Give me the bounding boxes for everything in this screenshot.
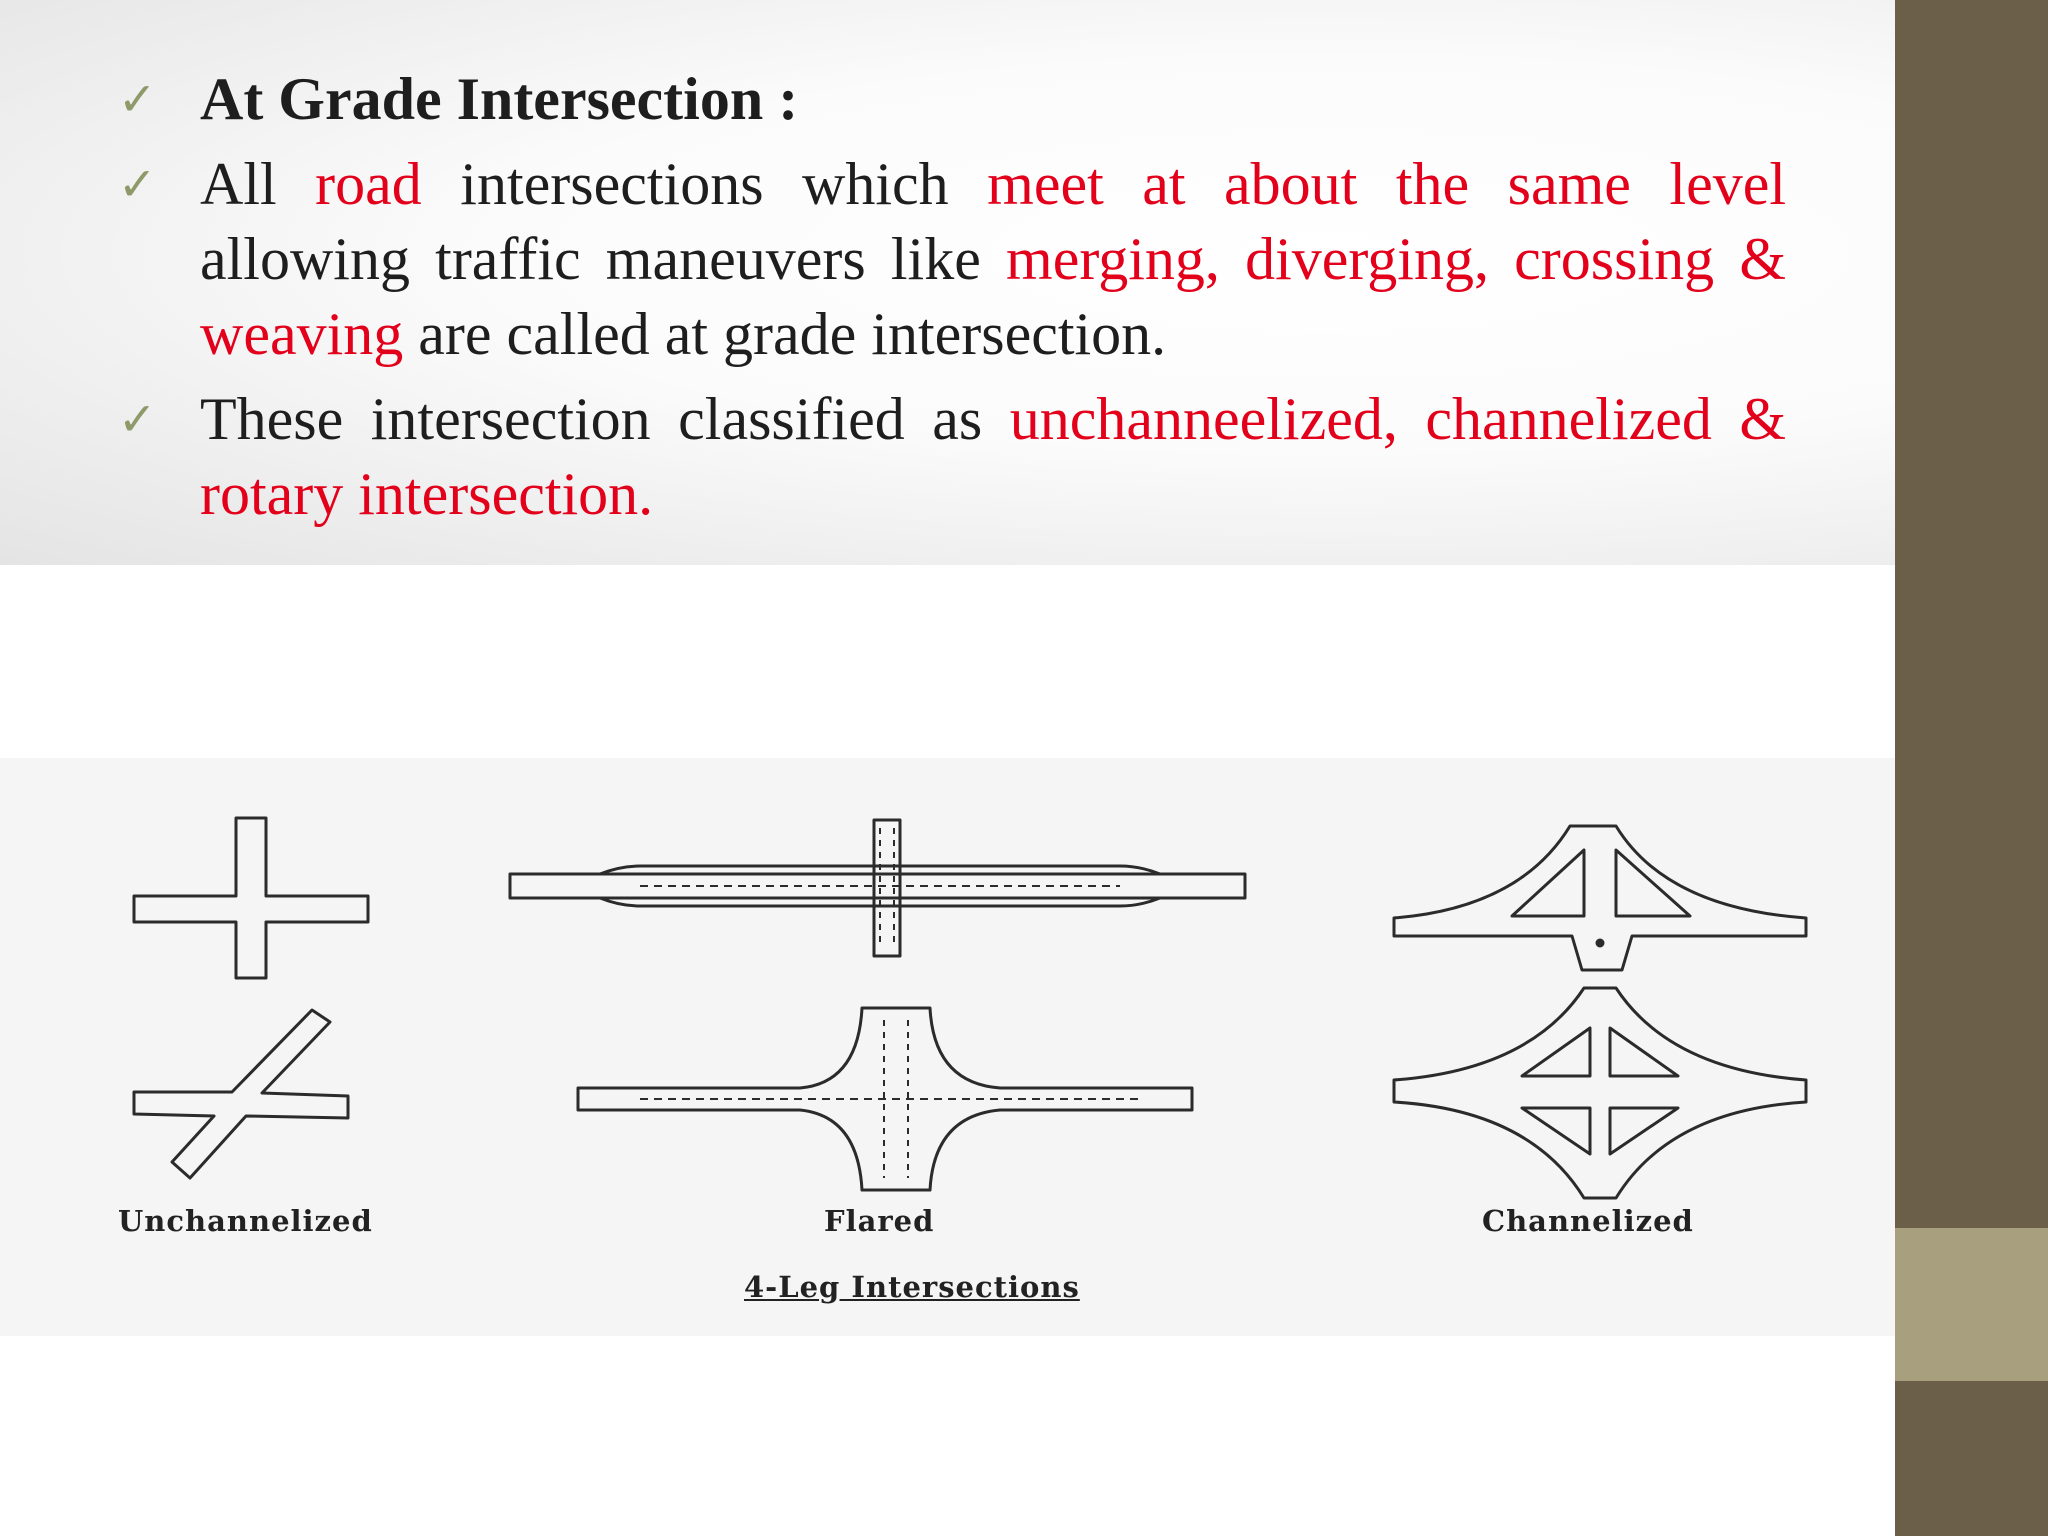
channelized-bottom-shape [1394, 988, 1806, 1198]
unchannelized-cross-shape [134, 818, 368, 978]
figure-caption: 4-Leg Intersections [744, 1270, 1080, 1304]
intersection-figure [0, 758, 1895, 1336]
intersection-diagram [0, 758, 1895, 1336]
bullet-text: These intersection classified as unchanneelized, channelized & rotary intersection. [200, 386, 1786, 527]
bullet-text: All road intersections which meet at about the same level allowing traffic maneuvers like merging, diverging, crossing & weaving are called at grade intersection. [200, 151, 1786, 367]
unchannelized-skew-shape [134, 1010, 348, 1178]
checkmark-icon: ✓ [118, 157, 157, 211]
channelized-top-shape [1394, 826, 1806, 970]
label-channelized: Channelized [1482, 1204, 1694, 1238]
side-bar-accent [1895, 1228, 2048, 1381]
bullet-definition [118, 147, 1786, 372]
slide-title: At Grade Intersection : [200, 66, 799, 132]
checkmark-icon: ✓ [118, 72, 157, 126]
bullet-list [118, 62, 1786, 542]
checkmark-icon: ✓ [118, 392, 157, 446]
flared-road-top [510, 820, 1245, 956]
label-flared: Flared [824, 1204, 935, 1238]
flared-road-bottom [578, 1008, 1192, 1190]
bullet-classification [118, 382, 1786, 532]
label-unchannelized: Unchannelized [118, 1204, 373, 1238]
bullet-title [118, 62, 1786, 137]
